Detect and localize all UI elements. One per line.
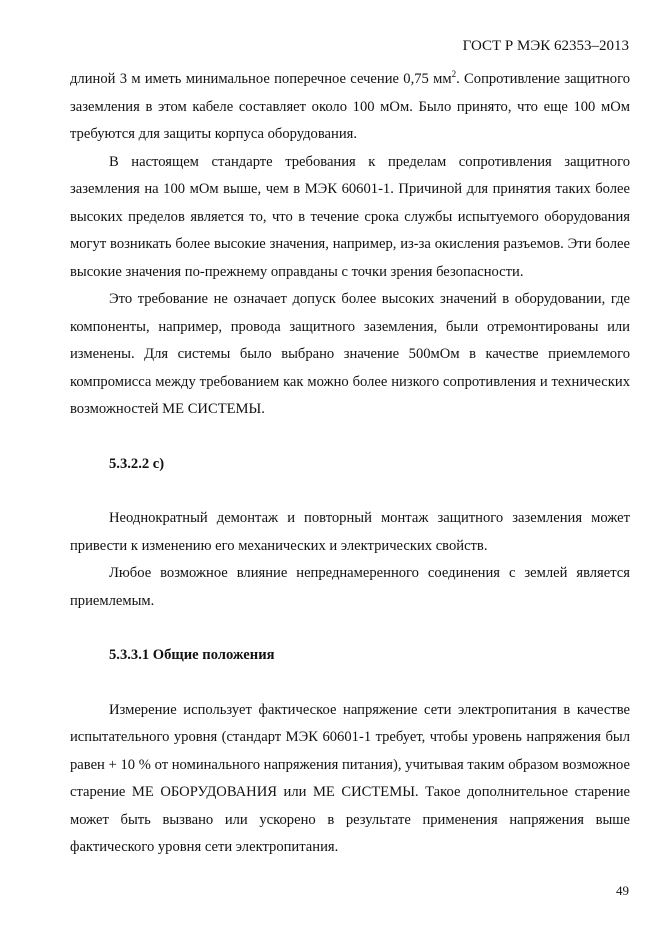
section-heading: 5.3.3.1 Общие положения bbox=[109, 647, 275, 663]
page-number: 49 bbox=[616, 883, 629, 898]
paragraph: Измерение использует фактическое напряжение сети электропитания в качестве испытательного уровня (стандарт МЭК 60601-1 требует, чтобы уровень напряжения был равен + 10 % от номинального напряжения питания), учитывая таким образом возможное старение МЕ ОБОРУДОВАНИЯ или МЕ СИСТЕМЫ. Такое дополнительное старение может быть вызвано или ускорено в результате применения напряжения выше фактического уровня сети электропитания. bbox=[70, 701, 630, 855]
document-header: ГОСТ Р МЭК 62353–2013 bbox=[462, 38, 629, 54]
document-body bbox=[70, 66, 630, 862]
section-heading: 5.3.2.2 с) bbox=[109, 455, 165, 472]
paragraph-text: . Сопротивление защитного заземления в этом кабеле составляет около 100 мОм. Было принято, что еще 100 мОм требуются для защиты корпуса оборудования. bbox=[70, 71, 631, 142]
paragraph: Неоднократный демонтаж и повторный монтаж защитного заземления может привести к изменению его механических и электрических свойств. bbox=[70, 510, 630, 554]
paragraph-text: длиной 3 м иметь минимальное поперечное сечение 0,75 мм bbox=[70, 71, 452, 87]
paragraph bbox=[70, 66, 630, 149]
paragraph: В настоящем стандарте требования к пределам сопротивления защитного заземления на 100 мОм выше, чем в МЭК 60601-1. Причиной для принятия таких более высоких пределов является то, что в течение срока службы испытуемого оборудования могут возникать более высокие значения, например, из-за окисления разъемов. Эти более высокие значения по-прежнему оправданы с точки зрения безопасности. bbox=[70, 153, 630, 280]
paragraph: Любое возможное влияние непреднамеренного соединения с землей является приемлемым. bbox=[70, 565, 630, 609]
paragraph: Это требование не означает допуск более высоких значений в оборудовании, где компоненты, например, провода защитного заземления, были отремонтированы или изменены. Для системы было выбрано значение 500мОм в качестве приемлемого компромисса между требованием как можно более низкого сопротивления и технических возможностей МЕ СИСТЕМЫ. bbox=[70, 291, 630, 417]
superscript: 2 bbox=[451, 69, 457, 80]
